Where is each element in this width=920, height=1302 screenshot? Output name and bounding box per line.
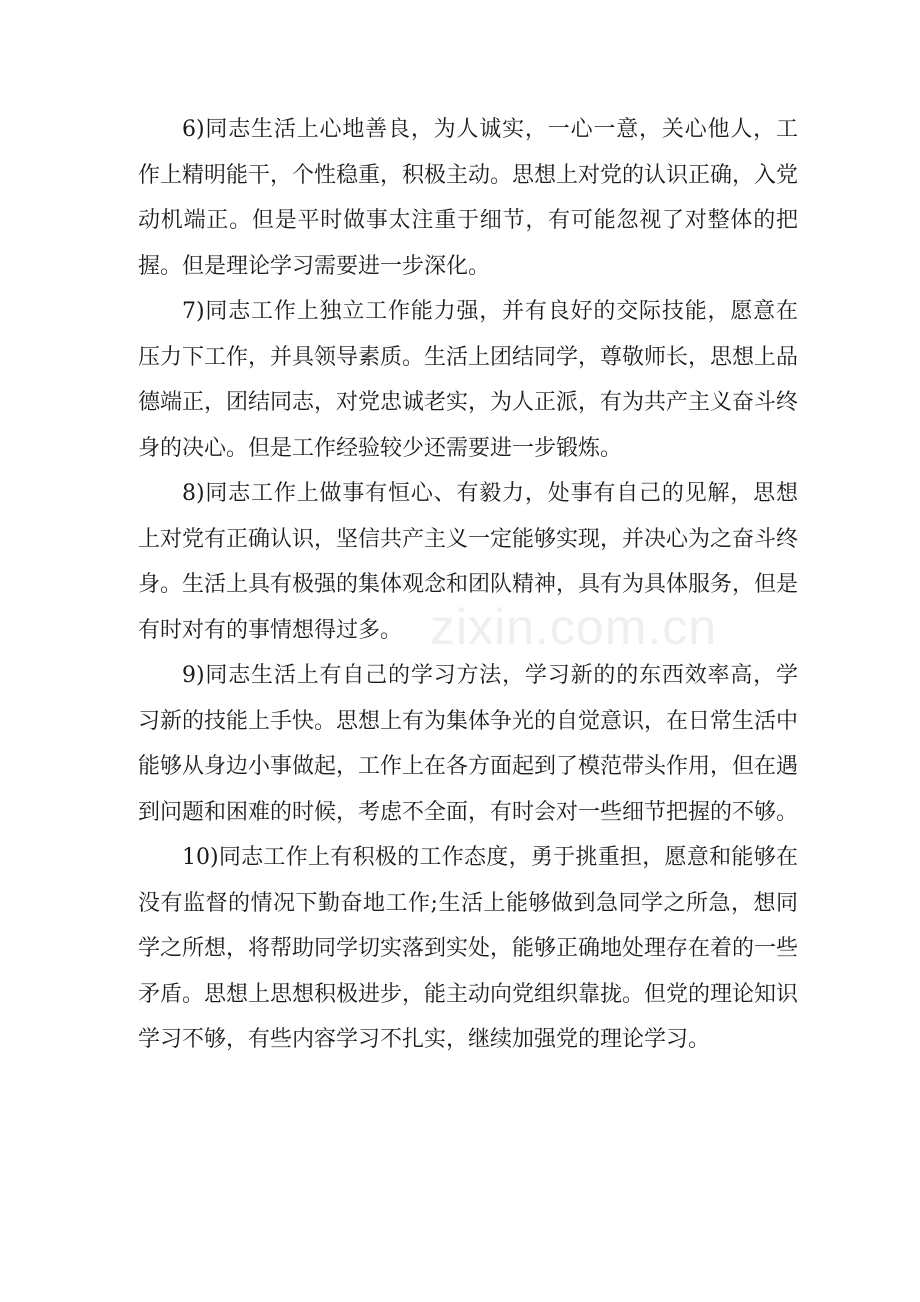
- paragraph-6: 6)同志生活上心地善良，为人诚实，一心一意，关心他人，工作上精明能干，个性稳重，积极主动。思想上对党的认识正确，入党动机端正。但是平时做事太注重于细节，有可能忽视了对整体的把握。但是理论学习需要进一步深化。: [138, 117, 799, 279]
- document-body: [138, 107, 798, 1063]
- watermark: zixin.com.cn: [430, 599, 718, 655]
- paragraph-9: 9)同志生活上有自己的学习方法，学习新的的东西效率高，学习新的技能上手快。思想上有为集体争光的自觉意识，在日常生活中能够从身边小事做起，工作上在各方面起到了模范带头作用，但在遇到问题和困难的时候，考虑不全面，有时会对一些细节把握的不够。: [138, 663, 799, 825]
- paragraph-10: 10)同志工作上有积极的工作态度，勇于挑重担，愿意和能够在没有监督的情况下勤奋地工作;生活上能够做到急同学之所急，想同学之所想，将帮助同学切实落到实处，能够正确地处理存在着的一些矛盾。思想上思想积极进步，能主动向党组织靠拢。但党的理论知识学习不够，有些内容学习不扎实，继续加强党的理论学习。: [138, 845, 799, 1052]
- paragraph-8: 8)同志工作上做事有恒心、有毅力，处事有自己的见解，思想上对党有正确认识，坚信共产主义一定能够实现，并决心为之奋斗终身。生活上具有极强的集体观念和团队精神，具有为具体服务，但是有时对有的事情想得过多。: [138, 481, 799, 643]
- paragraph-7: 7)同志工作上独立工作能力强，并有良好的交际技能，愿意在压力下工作，并具领导素质。生活上团结同学，尊敬师长，思想上品德端正，团结同志，对党忠诚老实，为人正派，有为共产主义奋斗终身的决心。但是工作经验较少还需要进一步锻炼。: [138, 299, 799, 461]
